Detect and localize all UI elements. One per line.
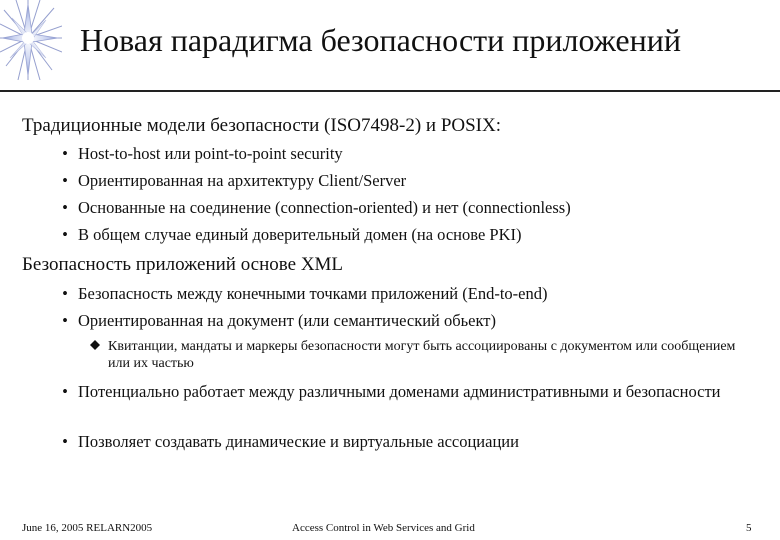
starburst-logo xyxy=(0,0,62,80)
slide-title: Новая парадигма безопасности приложений xyxy=(80,22,681,58)
list-item-text: Позволяет создавать динамические и виртуальные ассоциации xyxy=(78,432,519,451)
list-item-text: Host-to-host или point-to-point security xyxy=(78,144,343,163)
bullet-icon: • xyxy=(62,284,68,303)
list-item-text: Ориентированная на архитектуру Client/Server xyxy=(78,171,407,190)
list-item-text: Безопасность между конечными точками приложений (End-to-end) xyxy=(78,284,548,303)
bullet-icon: • xyxy=(62,171,68,190)
list-item-text: Потенциально работает между различными доменами административными и безопасности xyxy=(78,382,721,401)
bullet-icon: • xyxy=(62,144,68,163)
diamond-bullet-icon xyxy=(90,340,100,350)
page-number: 5 xyxy=(746,522,752,534)
bullet-icon: • xyxy=(62,198,68,217)
footer-title: Access Control in Web Services and Grid xyxy=(292,522,475,534)
list-item-text: В общем случае единый доверительный домен (на основе PKI) xyxy=(78,225,522,244)
list-item-text: Основанные на соединение (connection-oriented) и нет (connectionless) xyxy=(78,198,571,217)
bullet-icon: • xyxy=(62,225,68,244)
bullet-icon: • xyxy=(62,432,68,451)
bullet-icon: • xyxy=(62,311,68,330)
list-item-text: Ориентированная на документ (или семантический обьект) xyxy=(78,311,496,330)
title-divider xyxy=(0,90,780,92)
section-heading-traditional: Традиционные модели безопасности (ISO7498-2) и POSIX: xyxy=(22,115,501,136)
section-heading-xml: Безопасность приложений основе XML xyxy=(22,254,344,275)
sub-list-item-text: Квитанции, мандаты и маркеры безопасности могут быть ассоциированы с документом или сообщением или их частью xyxy=(108,339,736,371)
bullet-icon: • xyxy=(62,382,68,401)
footer-date-event: June 16, 2005 RELARN2005 xyxy=(22,522,153,534)
